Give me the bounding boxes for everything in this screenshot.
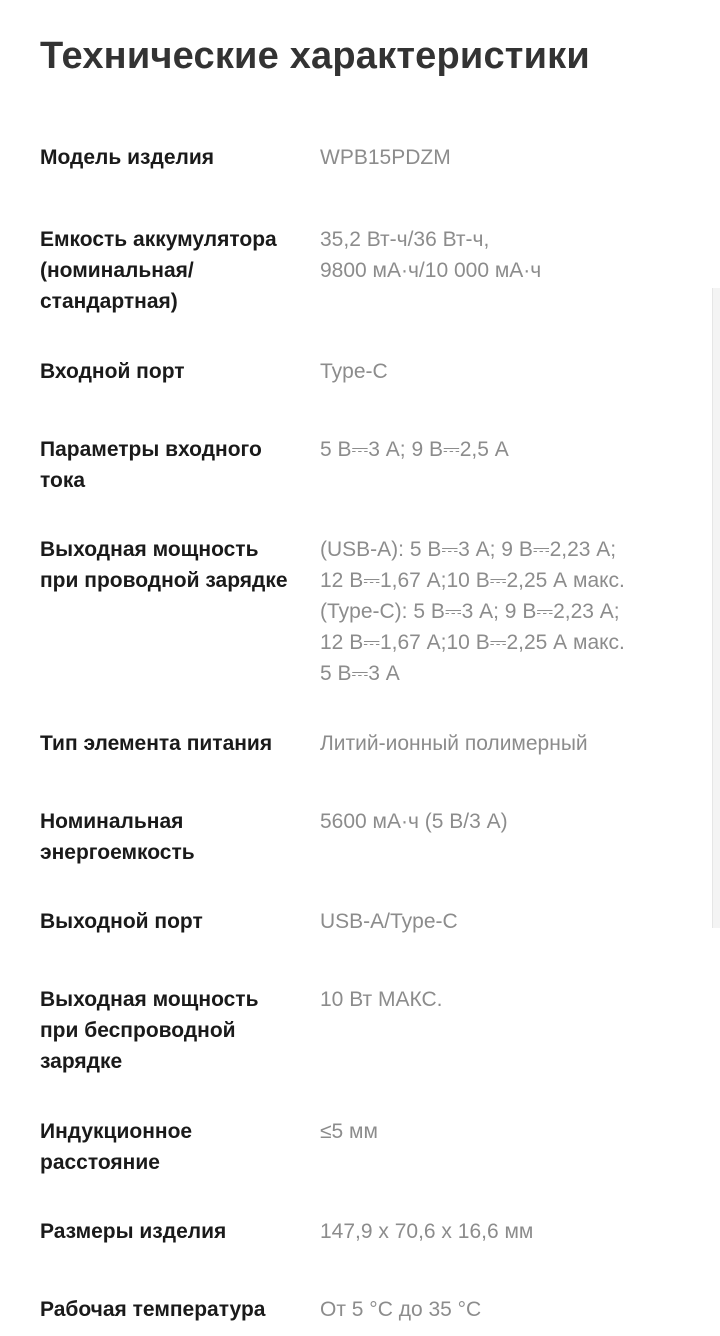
spec-label: Индукционное расстояние [40,1120,193,1174]
spec-label: Номинальная энергоемкость [40,810,195,864]
spec-value: От 5 °C до 35 °C [320,1298,482,1321]
spec-value: 5 В⎓3 А; 9 В⎓2,5 А [320,438,509,461]
spec-label: Емкость аккумулятора (номинальная/ стандартная) [40,228,277,313]
spec-value: 147,9 x 70,6 x 16,6 мм [320,1220,534,1243]
spec-label: Выходная мощность при проводной зарядке [40,538,288,592]
spec-value: 10 Вт МАКС. [320,988,443,1011]
spec-label: Выходная мощность при беспроводной зарядке [40,988,259,1073]
spec-value: Литий-ионный полимерный [320,732,588,755]
scrollbar[interactable] [712,288,720,928]
spec-value: 35,2 Вт-ч/36 Вт-ч, 9800 мА·ч/10 000 мА·ч [320,228,542,282]
spec-value: WPB15PDZM [320,146,451,169]
spec-value: USB-A/Type-C [320,910,458,933]
spec-label: Размеры изделия [40,1220,227,1243]
page-title: Технические характеристики [40,35,590,77]
spec-value: ≤5 мм [320,1120,378,1143]
spec-value: (USB-A): 5 В⎓3 А; 9 В⎓2,23 А; 12 В⎓1,67 А;10 В⎓2,25 А макс. (Type-C): 5 В⎓3 А; 9 В⎓2,23 А; 12 В⎓1,67 А;10 В⎓2,25 А макс. 5 В⎓3 А [320,538,625,685]
spec-value: Type-C [320,360,388,383]
spec-label: Параметры входного тока [40,438,262,492]
spec-label: Входной порт [40,360,185,383]
spec-value: 5600 мА·ч (5 В/3 А) [320,810,508,833]
spec-label: Модель изделия [40,146,214,169]
spec-label: Рабочая температура [40,1298,266,1321]
spec-label: Выходной порт [40,910,203,933]
spec-label: Тип элемента питания [40,732,273,755]
